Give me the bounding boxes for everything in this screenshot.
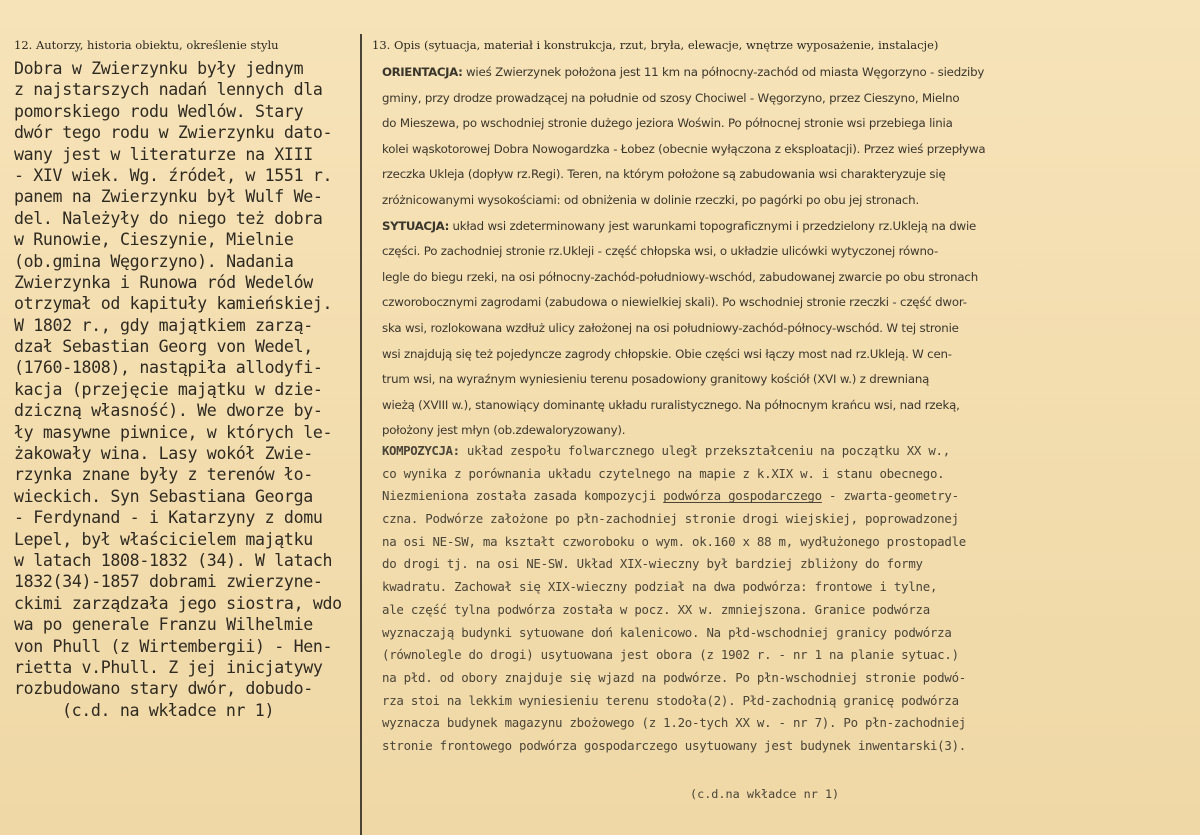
text-line: rzynka znane były z terenów ło-	[14, 465, 313, 485]
text-line: - XIV wiek. Wg. źródeł, w 1551 r.	[14, 165, 333, 185]
text-line: z najstarszych nadań lennych dla	[14, 80, 323, 100]
text-line: czworobocznymi zagrodami (zabudowa o niewielkiej skali). Po wschodniej stronie rzeczki - część dwor-	[382, 295, 967, 310]
orientation-label: ORIENTACJA:	[382, 65, 463, 79]
text-line: von Phull (z Wirtembergii) - Hen-	[14, 636, 333, 656]
text-line: rzeczka Ukleja (dopływ rz.Regi). Teren, na którym położone są zabudowania wsi charakteryzuje się	[382, 167, 946, 182]
text-line: do Mieszewa, po wschodniej stronie dużego jeziora Woświn. Po północnej stronie wsi przebiega linia	[382, 116, 953, 131]
column-divider	[360, 34, 362, 835]
text-line: gminy, przy drodze prowadzącej na południe od szosy Chociwel - Węgorzyno, przez Cieszyno, Mielno	[382, 90, 960, 105]
text-line: legle do biegu rzeki, na osi północny-zachód-południowy-wschód, zabudowanej zwarcie po obu stronach	[382, 269, 978, 284]
text-line: rietta v.Phull. Z jej inicjatywy	[14, 657, 323, 677]
text-line: Zwierzynka i Runowa ród Wedelów	[14, 272, 313, 292]
text-line: Niezmieniona została zasada kompozycji podwórza gospodarczego - zwarta-geometry-	[382, 488, 959, 504]
composition-label: KOMPOZYCJA:	[382, 443, 460, 458]
text-line: otrzymał od kapituły kamieńskiej.	[14, 294, 333, 314]
text-line: żakowały wina. Lasy wokół Zwie-	[14, 444, 313, 464]
text-line: dzał Sebastian Georg von Wedel,	[14, 337, 313, 357]
text-line: wieżą (XVIII w.), stanowiący dominantę układu ruralistycznego. Na północnym krańcu wsi, nad rzeką,	[382, 397, 960, 412]
description-orientation-situation	[382, 60, 1192, 444]
text-line: del. Należyły do niego też dobra	[14, 208, 323, 228]
text-line: stronie frontowego podwórza gospodarczego usytuowany jest budynek inwentarski(3).	[382, 737, 966, 753]
continuation-note: (c.d. na wkładce nr 1)	[62, 700, 275, 720]
text-line: zróżnicowanymi wysokościami: od obniżenia w dolinie rzeczki, po pagórki po obu jej stronach.	[382, 192, 920, 207]
text-line: do drogi tj. na osi NE-SW. Układ XIX-wieczny był bardziej zbliżony do formy	[382, 556, 923, 572]
description-composition	[382, 440, 1192, 758]
text-line: wany jest w literaturze na XIII	[14, 144, 313, 164]
text-line: 1832(34)-1857 dobrami zwierzyne-	[14, 572, 323, 592]
text-line: (1760-1808), nastąpiła allodyfi-	[14, 358, 323, 378]
text-line: w latach 1808-1832 (34). W latach	[14, 550, 333, 570]
text-line: na płd. od obory znajduje się wjazd na podwórze. Po płn-wschodniej stronie podwó-	[382, 669, 966, 685]
text-line: rza stoi na lekkim wyniesieniu terenu stodoła(2). Płd-zachodnią granicę podwórza	[382, 692, 959, 708]
text-line: dwór tego rodu w Zwierzynku dato-	[14, 123, 333, 143]
text-line: ły masywne piwnice, w których le-	[14, 422, 333, 442]
text-line: kolei wąskotorowej Dobra Nowogardzka - Łobez (obecnie wyłączona z eksploatacji). Przez wieś przepływa	[382, 141, 986, 156]
text-line: kwadratu. Zachował się XIX-wieczny podział na dwa podwórza: frontowe i tylne,	[382, 579, 938, 595]
text-line: położony jest młyn (ob.zdewaloryzowany).	[382, 423, 626, 438]
text-line: (równolegle do drogi) usytuowana jest obora (z 1902 r. - nr 1 na planie sytuac.)	[382, 647, 959, 663]
text-line: wyznaczają budynki sytuowane doń kalenicowo. Na płd-wschodniej granicy podwórza	[382, 624, 952, 640]
text-line: dziczną własność). We dworze by-	[14, 401, 323, 421]
text-line: KOMPOZYCJA: układ zespołu folwarcznego uległ przekształceniu na początku XX w.,	[382, 443, 950, 458]
text-line: ckimi zarządzała jego siostra, wdo	[14, 593, 342, 613]
text-line: Dobra w Zwierzynku były jednym	[14, 59, 304, 78]
text-line: kacja (przejęcie majątku w dzie-	[14, 379, 323, 399]
text-line: SYTUACJA: układ wsi zdeterminowany jest warunkami topograficznymi i przedzielony rz.Ukleją na dwie	[382, 218, 977, 233]
text-line: - Ferdynand - i Katarzyny z domu	[14, 508, 323, 528]
text-line: Lepel, był właścicielem majątku	[14, 529, 313, 549]
text-line: wieckich. Syn Sebastiana Georga	[14, 486, 313, 506]
text-line: panem na Zwierzynku był Wulf We-	[14, 187, 323, 207]
text-line: rozbudowano stary dwór, dobudo-	[14, 679, 313, 699]
text-line: trum wsi, na wyraźnym wyniesieniu terenu posadowiony granitowy kościół (XVI w.) z drewnianą	[382, 372, 930, 387]
header-right: 13. Opis (sytuacja, materiał i konstrukcja, rzut, bryła, elewacje, wnętrze wyposażenie, instalacje)	[372, 38, 939, 52]
text-line: czna. Podwórze założone po płn-zachodniej stronie drogi wiejskiej, poprowadzonej	[382, 511, 959, 527]
text-line: ORIENTACJA: wieś Zwierzynek położona jest 11 km na północny-zachód od miasta Węgorzyno - siedziby	[382, 65, 985, 79]
continuation-note-right: (c.d.na wkładce nr 1)	[690, 787, 840, 801]
text-line: na osi NE-SW, ma kształt czworoboku o wym. ok.160 x 88 m, wydłużonego prostopadle	[382, 533, 966, 549]
text-line: W 1802 r., gdy majątkiem zarzą-	[14, 315, 313, 335]
text-line: w Runowie, Cieszynie, Mielnie	[14, 230, 294, 250]
text-line: (ob.gmina Węgorzyno). Nadania	[14, 251, 294, 271]
situation-label: SYTUACJA:	[382, 218, 449, 233]
header-left: 12. Autorzy, historia obiektu, określenie stylu	[14, 38, 279, 52]
underlined-term: podwórza gospodarczego	[663, 488, 822, 504]
text-line: wyznacza budynek magazynu zbożowego (z 1.2o-tych XX w. - nr 7). Po płn-zachodniej	[382, 715, 966, 731]
text-line: pomorskiego rodu Wedlów. Stary	[14, 101, 304, 121]
text-line: ale część tylna podwórza została w pocz. XX w. zmniejszona. Granice podwórza	[382, 601, 930, 617]
text-line: wa po generale Franzu Wilhelmie	[14, 615, 313, 635]
text-line: ska wsi, rozlokowana wzdłuż ulicy założonej na osi południowy-zachód-północy-wschód. W tej stronie	[382, 320, 959, 335]
history-text	[14, 58, 356, 721]
text-line: wsi znajdują się też pojedyncze zagrody chłopskie. Obie części wsi łączy most nad rz.Ukleją. W cen-	[382, 346, 952, 361]
text-line: co wynika z porównania układu czytelnego na mapie z k.XIX w. i stanu obecnego.	[382, 465, 945, 481]
text-line: części. Po zachodniej stronie rz.Ukleji - część chłopska wsi, o układzie ulicówki wytyczonej równo-	[382, 244, 939, 259]
